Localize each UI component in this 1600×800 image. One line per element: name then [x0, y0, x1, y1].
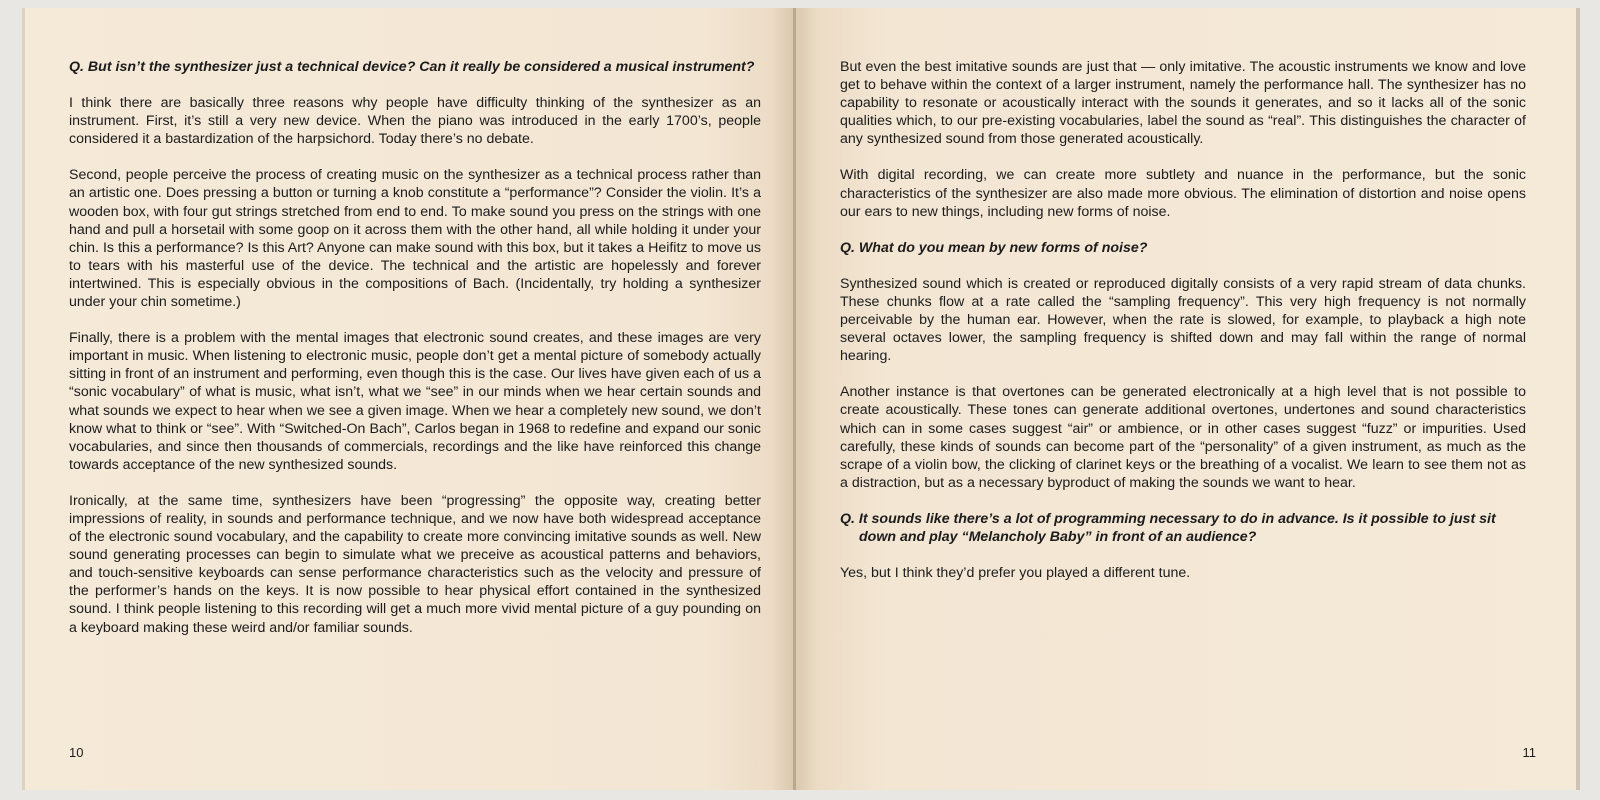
- paragraph: But even the best imitative sounds are just that — only imitative. The acoustic instruments we know and love get to behave within the context of a larger instrument, namely the performance hall. The synthesizer has no capability to resonate or acoustically interact with the sounds it generates, and so it lacks all of the sonic qualities which, to our pre-existing vocabularies, label the sound as “real”. This distinguishes the character of any synthesized sound from those generated acoustically.: [840, 59, 1526, 148]
- booklet-spread: [22, 8, 1580, 790]
- left-page: [22, 8, 794, 790]
- question-heading: Q. It sounds like there’s a lot of programming necessary to do in advance. Is it possible to just sit down and play “Melancholy Baby” in front of an audience?: [840, 510, 1496, 545]
- question-heading: Q. But isn’t the synthesizer just a technical device? Can it really be considered a musical instrument?: [69, 59, 755, 75]
- paragraph: Finally, there is a problem with the mental images that electronic sound creates, and these images are very important in music. When listening to electronic music, people don’t get a mental picture of somebody actually sitting in front of an instrument and performing, even though this is the case. Our lives have given each of us a “sonic vocabulary” of what is music, what isn’t, what we “see” in our minds when we hear certain sounds and what sounds we expect to hear when we see a given image. When we hear a completely new sound, we don’t know what to think or “see”. With “Switched-On Bach”, Carlos began in 1968 to redefine and expand our sonic vocabularies, and since then thousands of commercials, recordings and the like have reinforced this change towards acceptance of the new synthesized sounds.: [69, 330, 761, 473]
- paragraph: I think there are basically three reasons why people have difficulty thinking of the synthesizer as an instrument. First, it’s still a very new device. When the piano was introduced in the early 1700’s, people considered it a bastardization of the harpsichord. Today there’s no debate.: [69, 95, 761, 148]
- paragraph: Another instance is that overtones can be generated electronically at a high level that is not possible to create acoustically. These tones can generate additional overtones, undertones and sound characteristics which can in some cases suggest “air” or ambience, or in other cases suggest “fuzz” or impurities. Used carefully, these kinds of sounds can become part of the “personality” of a given instrument, as much as the scrape of a violin bow, the clicking of clarinet keys or the breathing of a vocalist. We learn to see them not as a distraction, but as a necessary byproduct of making the sounds we want to hear.: [840, 384, 1526, 491]
- page-number: 11: [1522, 745, 1536, 760]
- paragraph: Second, people perceive the process of creating music on the synthesizer as a technical process rather than an artistic one. Does pressing a button or turning a knob constitute a “performance”? Consider the violin. It’s a wooden box, with four gut strings stretched from end to end. To make sound you press on the strings with one hand and pull a horsetail with some goop on it across them with the other hand, all while holding it under your chin. Is this a performance? Is this Art? Anyone can make sound with this box, but it takes a Heifitz to move us to tears with his masterful use of the device. The technical and the artistic are hopelessly and forever intertwined. This is especially obvious in the compositions of Bach. (Incidentally, try holding a synthesizer under your chin sometime.): [69, 167, 761, 311]
- paragraph: Yes, but I think they’d prefer you played a different tune.: [840, 565, 1191, 582]
- question-heading: Q. What do you mean by new forms of noise?: [840, 239, 1148, 256]
- left-text-column: [69, 58, 761, 655]
- binding-gutter: [793, 8, 796, 790]
- right-text-column: [840, 58, 1526, 600]
- right-page: [794, 8, 1580, 790]
- paragraph: Synthesized sound which is created or reproduced digitally consists of a very rapid stream of data chunks. These chunks flow at a rate called the “sampling frequency”. This very high frequency is not normally perceivable by the human ear. However, when the rate is slowed, for example, to playback a high note several octaves lower, the sampling frequency is shifted down and may fall within the range of normal hearing.: [840, 275, 1526, 365]
- paragraph: With digital recording, we can create more subtlety and nuance in the performance, but the sonic characteristics of the synthesizer are also made more obvious. The elimination of distortion and noise opens our ears to new things, including new forms of noise.: [840, 167, 1526, 220]
- page-number: 10: [69, 745, 84, 760]
- paragraph: Ironically, at the same time, synthesizers have been “progressing” the opposite way, creating better impressions of reality, in sounds and performance technique, and we now have both widespread acceptance of the electronic sound vocabulary, and the capability to create more convincing imitative sounds as well. New sound generating processes can begin to simulate what we preceive as acoustical patterns and behaviors, and touch-sensitive keyboards can sense performance characteristics such as the velocity and pressure of the performer’s hands on the keys. It is now possible to hear physical effort contained in the synthesized sound. I think people listening to this recording will get a much more vivid mental picture of a guy pounding on a keyboard making these weird and/or familiar sounds.: [69, 492, 761, 636]
